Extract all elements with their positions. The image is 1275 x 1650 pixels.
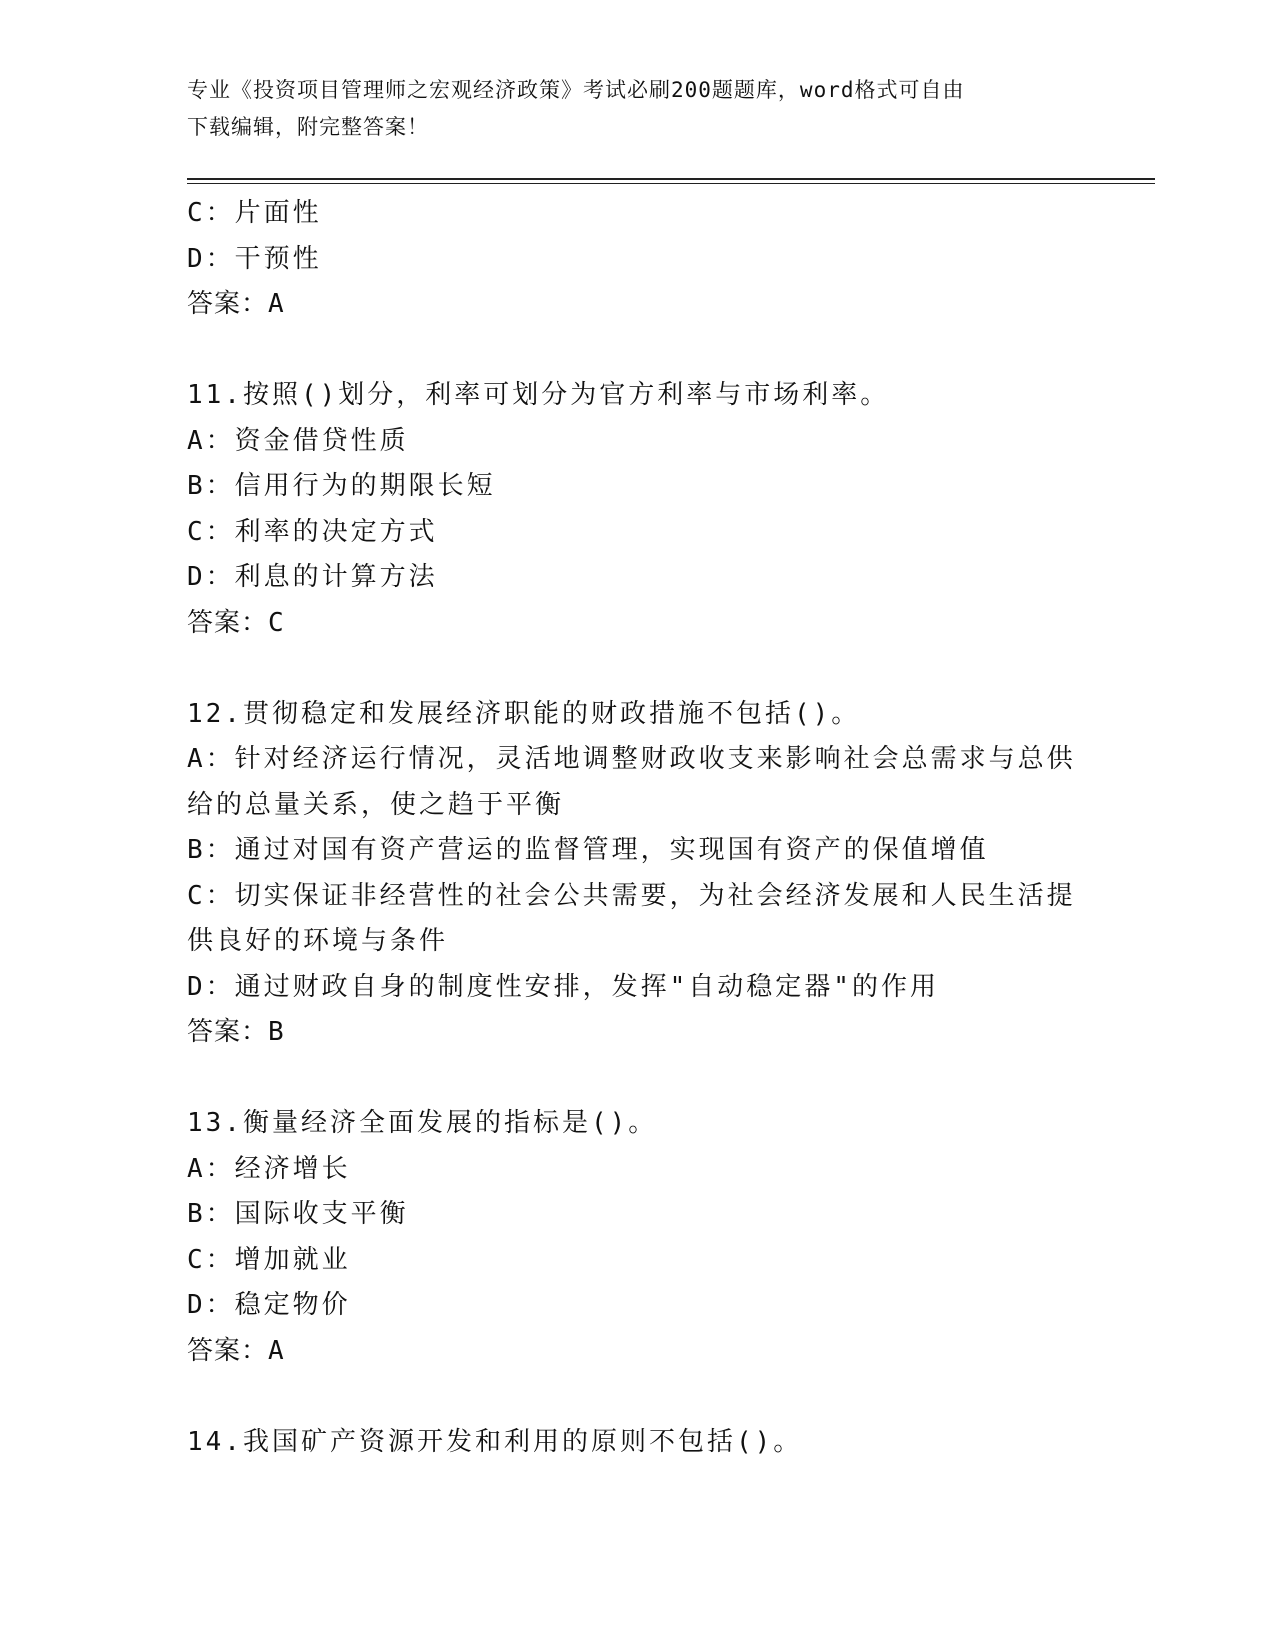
option-d: D：利息的计算方法 bbox=[187, 562, 438, 592]
option-d: D：通过财政自身的制度性安排，发挥"自动稳定器"的作用 bbox=[187, 971, 939, 1002]
question-stem: 12.贯彻稳定和发展经济职能的财政措施不包括()。 bbox=[187, 698, 861, 729]
question-13 bbox=[187, 1101, 1087, 1374]
option-c: C：切实保证非经营性的社会公共需要，为社会经济发展和人民生活提 bbox=[187, 880, 1076, 911]
option-c-continued: 供良好的环境与条件 bbox=[187, 926, 449, 956]
option-b: B：信用行为的期限长短 bbox=[187, 471, 496, 501]
option-a-continued: 给的总量关系，使之趋于平衡 bbox=[187, 789, 565, 820]
option-c: C：增加就业 bbox=[187, 1244, 351, 1275]
intro-line-2: 下载编辑，附完整答案！ bbox=[187, 115, 429, 139]
question-stem: 11.按照()划分，利率可划分为官方利率与市场利率。 bbox=[187, 380, 890, 410]
header-divider-thick bbox=[187, 178, 1155, 180]
option-d: D：干预性 bbox=[187, 243, 322, 274]
option-d: D：稳定物价 bbox=[187, 1290, 351, 1320]
intro-line-1: 专业《投资项目管理师之宏观经济政策》考试必刷200题题库，word格式可自由 bbox=[187, 78, 965, 102]
option-c: C：利率的决定方式 bbox=[187, 516, 438, 547]
option-c: C：片面性 bbox=[187, 198, 322, 228]
question-stem: 13.衡量经济全面发展的指标是()。 bbox=[187, 1108, 658, 1138]
question-12 bbox=[187, 692, 1087, 1056]
question-14 bbox=[187, 1420, 1087, 1466]
option-b: B：国际收支平衡 bbox=[187, 1199, 409, 1229]
option-a: A：资金借贷性质 bbox=[187, 425, 409, 456]
document-intro bbox=[187, 72, 1067, 146]
option-b: B：通过对国有资产营运的监督管理，实现国有资产的保值增值 bbox=[187, 835, 989, 865]
question-gap bbox=[187, 1056, 1087, 1102]
question-stem: 14.我国矿产资源开发和利用的原则不包括()。 bbox=[187, 1426, 803, 1457]
question-gap bbox=[187, 328, 1087, 374]
question-gap bbox=[187, 1374, 1087, 1420]
question-gap bbox=[187, 646, 1087, 692]
answer-line: 答案：A bbox=[187, 1335, 285, 1366]
answer-line: 答案：A bbox=[187, 289, 285, 319]
answer-line: 答案：B bbox=[187, 1017, 285, 1047]
option-a: A：经济增长 bbox=[187, 1153, 351, 1184]
header-divider-thin bbox=[187, 183, 1155, 184]
question-list bbox=[187, 191, 1087, 1465]
answer-line: 答案：C bbox=[187, 607, 285, 638]
question-11 bbox=[187, 373, 1087, 646]
option-a: A：针对经济运行情况，灵活地调整财政收支来影响社会总需求与总供 bbox=[187, 744, 1076, 774]
